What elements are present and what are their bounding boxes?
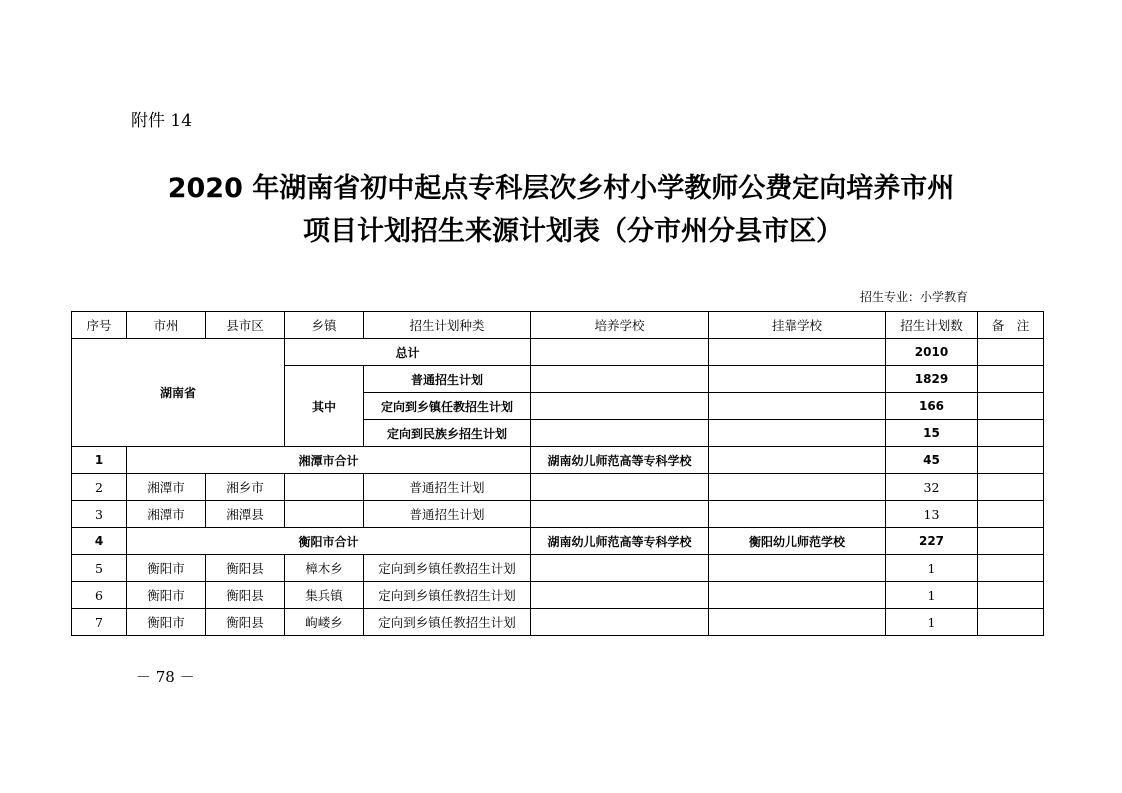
row-affiliated-school [709,447,886,474]
row-seq: 3 [72,501,127,528]
row-plan-type: 普通招生计划 [364,474,531,501]
row-count: 1 [886,555,978,582]
row-affiliated-school: 衡阳幼儿师范学校 [709,528,886,555]
header-county: 县市区 [206,312,285,339]
table-cell [531,366,709,393]
row-town [285,501,364,528]
header-plan-type: 招生计划种类 [364,312,531,339]
table-cell [978,366,1044,393]
header-seq: 序号 [72,312,127,339]
row-school [531,474,709,501]
row-remark [978,474,1044,501]
subtotal-label: 湘潭市合计 [127,447,531,474]
table-row [72,609,1044,636]
row-remark [978,609,1044,636]
row-city: 衡阳市 [127,609,206,636]
document-title-line1: 2020 年湖南省初中起点专科层次乡村小学教师公费定向培养市州 [167,173,955,204]
header-town: 乡镇 [285,312,364,339]
row-seq: 4 [72,528,127,555]
summary-item-label: 定向到民族乡招生计划 [364,420,531,447]
row-town [285,474,364,501]
row-county: 衡阳县 [206,609,285,636]
table-row [72,474,1044,501]
row-town: 樟木乡 [285,555,364,582]
row-remark [978,582,1044,609]
row-town: 集兵镇 [285,582,364,609]
row-seq: 1 [72,447,127,474]
row-city: 衡阳市 [127,582,206,609]
row-school [531,501,709,528]
row-seq: 5 [72,555,127,582]
table-row [72,555,1044,582]
row-remark [978,447,1044,474]
row-remark [978,528,1044,555]
page-number: － 78 － [136,668,195,686]
total-label: 总计 [285,339,531,366]
row-county: 湘乡市 [206,474,285,501]
row-plan-type: 定向到乡镇任教招生计划 [364,609,531,636]
table-header-row [72,312,1044,339]
row-school: 湖南幼儿师范高等专科学校 [531,447,709,474]
row-plan-type: 定向到乡镇任教招生计划 [364,582,531,609]
total-count: 2010 [886,339,978,366]
row-count: 45 [886,447,978,474]
row-count: 32 [886,474,978,501]
table-cell [709,393,886,420]
row-school [531,609,709,636]
enrollment-major: 招生专业：小学教育 [859,290,968,304]
summary-item-count: 166 [886,393,978,420]
row-affiliated-school [709,609,886,636]
attachment-label: 附件 14 [131,111,193,131]
row-seq: 2 [72,474,127,501]
row-count: 227 [886,528,978,555]
row-affiliated-school [709,474,886,501]
of-which-label: 其中 [285,366,364,447]
subtotal-row [72,447,1044,474]
row-affiliated-school [709,555,886,582]
row-seq: 7 [72,609,127,636]
header-school: 培养学校 [531,312,709,339]
row-school [531,582,709,609]
summary-total-row [72,339,1044,366]
table-cell [531,339,709,366]
row-city: 湘潭市 [127,501,206,528]
table-cell [709,366,886,393]
row-count: 13 [886,501,978,528]
row-school [531,555,709,582]
row-affiliated-school [709,582,886,609]
header-city: 市州 [127,312,206,339]
table-cell [709,339,886,366]
row-city: 湘潭市 [127,474,206,501]
row-count: 1 [886,582,978,609]
document-title-line2: 项目计划招生来源计划表（分市州分县市区） [303,216,843,247]
row-town: 岣嵝乡 [285,609,364,636]
row-plan-type: 普通招生计划 [364,501,531,528]
enrollment-plan-table [71,311,1044,636]
table-cell [978,420,1044,447]
summary-item-label: 定向到乡镇任教招生计划 [364,393,531,420]
row-county: 衡阳县 [206,555,285,582]
row-city: 衡阳市 [127,555,206,582]
subtotal-label: 衡阳市合计 [127,528,531,555]
table-row [72,582,1044,609]
summary-item-label: 普通招生计划 [364,366,531,393]
subtotal-row [72,528,1044,555]
province-cell: 湖南省 [72,339,285,447]
summary-item-count: 1829 [886,366,978,393]
table-cell [531,393,709,420]
table-row [72,501,1044,528]
row-affiliated-school [709,501,886,528]
table-cell [978,339,1044,366]
row-county: 衡阳县 [206,582,285,609]
header-plan-count: 招生计划数 [886,312,978,339]
row-seq: 6 [72,582,127,609]
row-remark [978,555,1044,582]
summary-item-count: 15 [886,420,978,447]
row-county: 湘潭县 [206,501,285,528]
header-remark: 备 注 [978,312,1044,339]
row-remark [978,501,1044,528]
table-cell [531,420,709,447]
row-count: 1 [886,609,978,636]
table-cell [978,393,1044,420]
table-cell [709,420,886,447]
header-affiliated-school: 挂靠学校 [709,312,886,339]
row-plan-type: 定向到乡镇任教招生计划 [364,555,531,582]
row-school: 湖南幼儿师范高等专科学校 [531,528,709,555]
